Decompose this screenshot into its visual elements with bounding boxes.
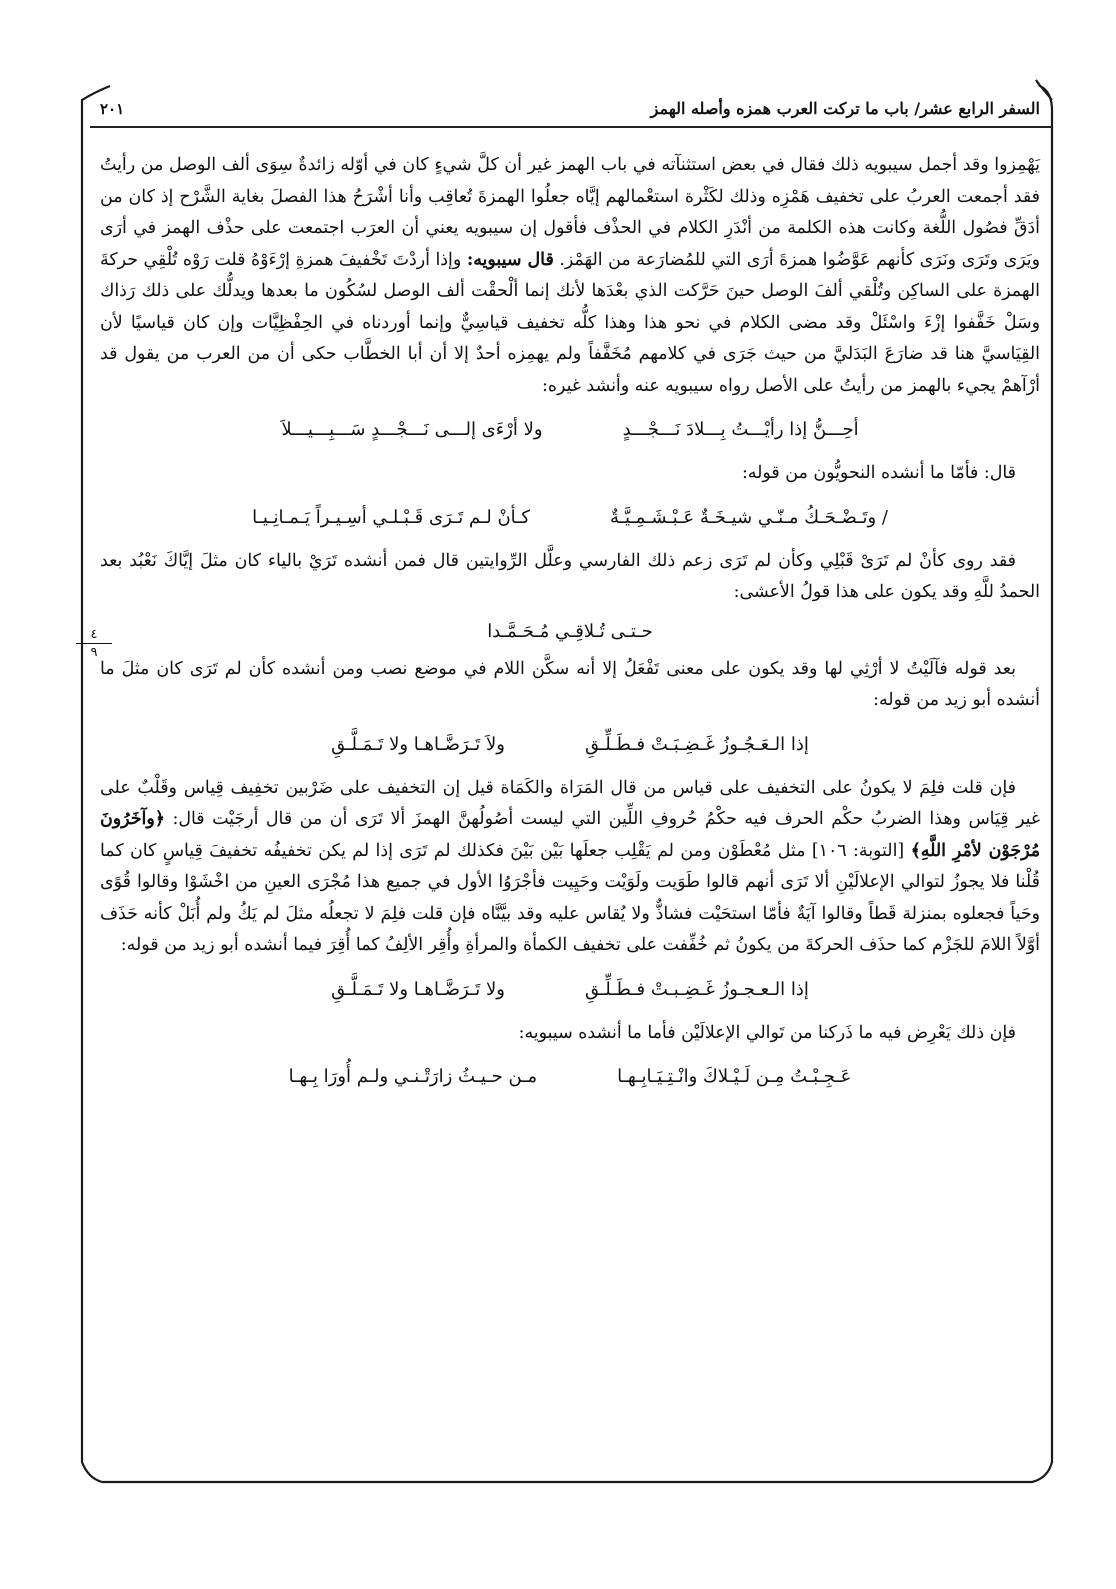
header-rule bbox=[90, 126, 1052, 128]
page-number: ٢٠١ bbox=[100, 100, 125, 118]
verse-4-second-hemistich: ولاَ تَـرَضَّـاهـا ولا تَـمَـلَّـقِ bbox=[331, 733, 505, 755]
verse-4-first-hemistich: إذا الـعَـجُـوزُ غَـضِـبَـتْ فـطَـلِّـقِ bbox=[584, 733, 809, 755]
header-title: السفر الرابع عشر/ باب ما تركت العرب همزه وأصله الهمز bbox=[650, 99, 1040, 118]
verse-3-hemistich: حـتـى تُـلاقِـي مُـحَـمَّـدا bbox=[487, 620, 653, 642]
verse-5-second-hemistich: ولا تَـرَضَّـاهـا ولا تَـمَـلَّـقِ bbox=[331, 978, 505, 1000]
text-body bbox=[100, 150, 1040, 1105]
verse-4 bbox=[100, 731, 1040, 759]
verse-6 bbox=[100, 1063, 1040, 1091]
verse-2 bbox=[100, 504, 1040, 532]
paragraph-4: بعد قوله فآلَيْتُ لا أرْثِي لها وقد يكون على معنى تَفْعَلُ إلا أنه سكَّن اللام في موضع نصب ومن أنشده كأن لم تَرَى كان مثلَ ما أنشده أبو زيد من قوله: bbox=[100, 658, 1040, 710]
quran-quote: ﴿وآخَرُونَ مُرْجَوْن لأمْرِ اللَّهِ﴾ bbox=[100, 809, 1041, 861]
verse-5-first-hemistich: إذا الـعـجـوزُ غَـضِـبـتْ فـطَـلِّـقِ bbox=[584, 978, 809, 1000]
margin-reference: ٤ ٩ bbox=[82, 627, 106, 660]
verse-2-first-hemistich: / وتَـضْـحَـكُ مـنّـي شيـخَـةٌ عَـبْـشَـمِـيَّـةٌ bbox=[610, 506, 888, 528]
verse-3 bbox=[100, 621, 1040, 642]
verse-6-second-hemistich: مـن حـيـثُ زارَتْـنـي ولـم أُورَا بِـهـا bbox=[288, 1066, 538, 1087]
verse-5 bbox=[100, 976, 1040, 1004]
paragraph-5: فإن قلت فلِمَ لا يكونُ على التخفيف على قياس من قال المَرَاة والكَمَاة قيل إن التخفيف على ضَرْبين تخفِيف قِياس وقَلْبٌ على غير قِيَاس وهذا الضربُ حكْم الحرف فيه حكْمُ حُروفِ اللِّين التي ليست أصُولُهنَّ الهمزَ ألا تَرَى أن من قال أرجَيْت قال: ﴿وآخَرُونَ مُرْجَوْن لأمْرِ اللَّهِ﴾ [التوبة: ١٠٦] مثل مُعْطَوْن ومن لم يَقْلِب جعلَها بَيْن بَيْنَ فكذلك لم تَرَى إذا لم يكن تخفيفُه تخفيفَ قِياسٍ كان كما قُلْنا فلا يجوزُ لتوالي الإعلالَيْنِ ألا تَرَى أنهم قالوا طَوَيت ولَوَيْت وحَيِيت فأجْرَوُا الأول في جميع هذا مُجْرَى العينِ من اخْشَوْا وقالوا قُوًى وحَياً فجعلوه بمنزلة قَطاً وقالوا آيَةٌ فأمّا استحَيْت فشاذٌّ ولا يُقاس عليه وقد بيَّنَّاه فإن قلت فلِمَ لا تجعلُه مثلَ لم يَكُ ولم أُبَلْ كأنه حَذَف أوَّلاً اللامَ للجَزْم كما حذَف الحركةَ من يكونُ ثم خُفِّفت على تخفيف الكمأة والمرأةِ وأُقِر الألِفُ كما أُقِرَ فيما أنشده أبو زيد من قوله: bbox=[100, 777, 1041, 955]
verse-1 bbox=[100, 416, 1040, 444]
paragraph-6: فإن ذلك يَعْرِض فيه ما ذَركنا من تَوالي الإعلالَيْن فأما ما أنشده سيبويه: bbox=[518, 1022, 1016, 1043]
paragraph-3: فقد روى كأنْ لم تَرَىْ قَبْلِي وكأن لم تَرَى زعم ذلك الفارسي وعلَّل الرِّوايتين قال فمن أنشده تَرَيْ بالياء كان مثلَ إيَّاكَ نَعْبُد بعد الحمدُ للَّهِ وقد يكون على هذا قولُ الأعشى: bbox=[100, 550, 1040, 602]
running-header bbox=[100, 88, 1040, 118]
paragraph-2: قال: فأمّا ما أنشده النحويُّون من قوله: bbox=[741, 463, 1016, 483]
verse-1-first-hemistich: أحِـــنُّ إذا رأيْـــتُ بِـــلادَ نَـــجْـــدٍ bbox=[622, 419, 859, 440]
sibawayh-label: قال سيبويه: bbox=[466, 249, 554, 270]
paragraph-1: يَهْمِزوا وقد أجمل سيبويه ذلك فقال في بعض استثنآته في باب الهمز غير أن كلَّ شيءٍ كان في أوّله زائدةٌ سِوَى ألف الوصل من رأيتُ فقد أجمعت العربُ على تخفيف هَمْزِه وذلك لكَثْرة استعْمالهم إيَّاه جعلُوا الهمزةَ تُعاقِب وأنا أشْرَحُ هذا الفصلَ بغاية الشَّرْح إذ كان من أدَقِّ فصُول اللُّغة وكانت هذه الكلمة من أنْدَرِ الكلام في الحذْف فأقول إن سيبويه يعني أن العرَب اجتمعت على حذْف الهمز في أرَى ويَرَى وتَرَى ونَرَى كأنهم عَوَّضُوا همزةَ أرَى التي للمُضارَعة من الهَمْز. قال سيبويه: وإذا أردْتَ تَخْفيفَ همزةِ إرْءَوْهُ قلت رَوْه تُلْقِي حركةَ الهمزة على الساكِن وتُلْقي ألفَ الوصل حينَ حَرَّكت الذي بعْدَها لأنك إنما ألْحقْت ألف الوصل لسُكُون ما بعدها ويدلُّك على ذلك رَذاك وسَلْ خَفَّفوا إزْءَ واسْئَلْ وقد مضى الكلام في نحو هذا وهذا كلُّه تخفيف قياسِيٌّ وإنما أوردناه في الحِفْظِيَّات وإن كان قياسيًا لأن القِيَاسيَّ هنا قد ضارَعَ البَدَليَّ من حيث جَرَى في كلامهم مُخَفَّفاً ولم يهمِزه أحدٌ إلا أن أبا الخطَّاب حكى أن من العرب من يقول قد أرْآهمْ يجيء بالهمز من رأيتُ على الأصل رواه سيبويه عنه وأنشد غيره: bbox=[100, 155, 1041, 396]
verse-6-first-hemistich: عَـجِـبْـتُ مِـن لَـيْـلاكَ وانْـتِـيَـابِـهـا bbox=[617, 1066, 852, 1087]
verse-2-second-hemistich: كـأنْ لـم تَـرَى قَـبْـلـي أسِـيـراً يَـمـانِـيـا bbox=[252, 506, 531, 528]
page bbox=[100, 70, 1040, 1490]
verse-1-second-hemistich: ولا أرْءَى إلـــى نَـــجْـــدٍ سَـــبِـــيـــلاَ bbox=[281, 419, 543, 440]
